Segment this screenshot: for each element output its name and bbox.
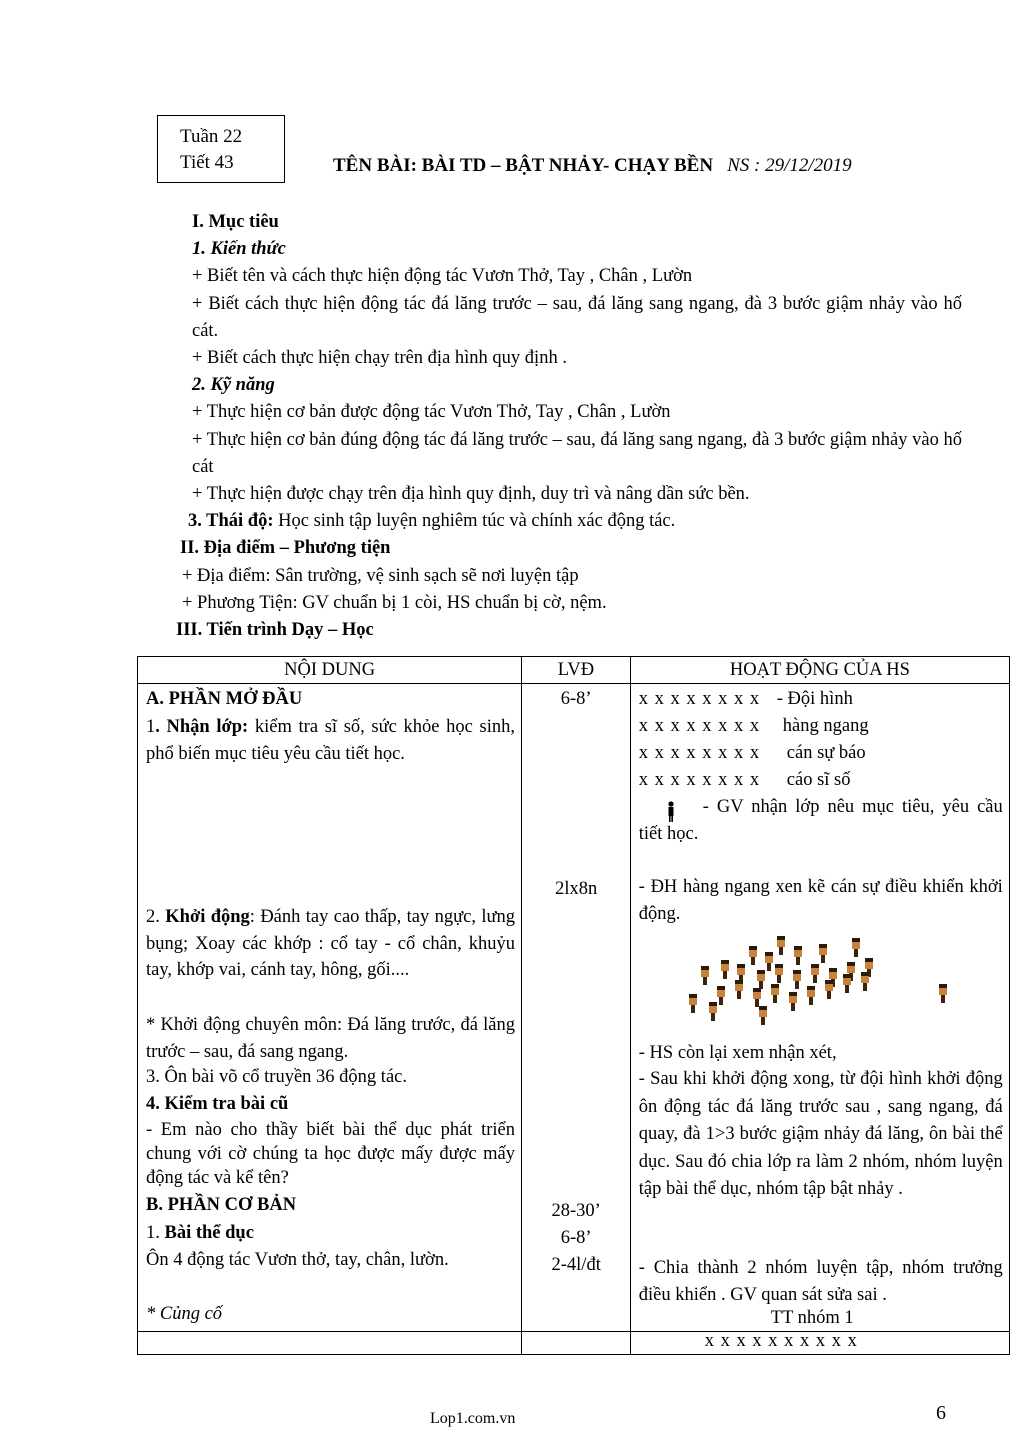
item1-label: . Nhận lớp: xyxy=(155,717,249,737)
col-header-activity: HOẠT ĐỘNG CỦA HS xyxy=(630,657,1009,684)
formation-row: x x x x x x x x xyxy=(638,743,761,763)
skills-item: + Thực hiện được chạy trên địa hình quy định, duy trì và nâng dần sức bền. xyxy=(192,484,750,505)
student-figure xyxy=(759,1006,767,1025)
group1-row: x x x x x x x x x x xyxy=(704,1331,858,1351)
student-figure xyxy=(749,946,757,965)
student-figure xyxy=(819,944,827,963)
formation-row: x x x x x x x x xyxy=(638,770,761,790)
student-figure xyxy=(939,984,947,1003)
knowledge-item: + Biết cách thực hiện chạy trên địa hình quy định . xyxy=(192,348,567,369)
lvd-value: 6-8’ xyxy=(560,689,592,709)
consolidate-label xyxy=(146,1301,222,1328)
table-row xyxy=(138,1332,1010,1355)
footer-site: Lop1.com.vn xyxy=(430,1410,516,1427)
student-figure xyxy=(753,988,761,1007)
b1-number: 1. xyxy=(146,1223,165,1243)
process-heading: III. Tiến trình Dạy – Học xyxy=(176,620,374,641)
formation-note: - Đội hình xyxy=(776,689,853,709)
remaining-note: - HS còn lại xem nhận xét, xyxy=(638,1043,837,1063)
col-header-lvd: LVĐ xyxy=(522,657,631,684)
objectives-section xyxy=(176,209,962,644)
student-figure xyxy=(771,984,779,1003)
lvd-value: 6-8’ xyxy=(560,1228,592,1248)
after-warmup-note: - Sau khi khởi động xong, từ đội hình khởi động ôn động tác đá lăng trước sau , sang ngang, đá quay, đà 1>3 bước giậm nhảy đá lăng, ôn bài thể dục. Sau đó chia lớp ra làm 2 nhóm, nhóm luyện tập bài thể dục, nhóm tập bật nhảy . xyxy=(638,1069,1003,1200)
item-old-lesson-check xyxy=(146,1091,288,1118)
part-b-heading: B. PHẦN CƠ BẢN xyxy=(146,1195,297,1215)
content-cell xyxy=(138,684,522,1332)
lesson-date: NS : 29/12/2019 xyxy=(727,155,852,176)
item-nhan-lop xyxy=(138,714,523,767)
formation-note: cán sự báo xyxy=(786,743,866,763)
location-heading: II. Địa điểm – Phương tiện xyxy=(180,538,391,559)
table-header-row xyxy=(138,657,1010,684)
item1-text: kiểm tra sĩ số, sức khỏe học sinh, phổ biến mục tiêu yêu cầu tiết học. xyxy=(146,717,515,764)
formation-row: x x x x x x x x xyxy=(638,689,761,709)
week-label: Tuần 22 xyxy=(180,126,243,147)
item-review: 3. Ôn bài võ cổ truyền 36 động tác. xyxy=(146,1067,407,1087)
objectives-heading: I. Mục tiêu xyxy=(192,212,279,232)
lesson-label: Tiết 43 xyxy=(180,152,234,173)
knowledge-item: + Biết cách thực hiện động tác đá lăng trước – sau, đá lăng sang ngang, đà 3 bước giậm nhảy vào hố cát. xyxy=(192,293,962,341)
student-figure xyxy=(793,970,801,989)
student-figure xyxy=(775,964,783,983)
skills-item: + Thực hiện cơ bản đúng động tác đá lăng trước – sau, đá lăng sang ngang, đà 3 bước giậm nhảy vào hố cát xyxy=(192,429,962,477)
student-figure xyxy=(807,986,815,1005)
students-formation-illustration xyxy=(681,932,971,1032)
knowledge-item: + Biết tên và cách thực hiện động tác Vươn Thở, Tay , Chân , Lườn xyxy=(192,266,693,287)
student-figure xyxy=(689,994,697,1013)
groups-note: - Chia thành 2 nhóm luyện tập, nhóm trưởng điều khiển . GV quan sát sửa sai . xyxy=(638,1258,1003,1305)
attitude-text: Học sinh tập luyện nghiêm túc và chính xác động tác. xyxy=(273,511,676,532)
skills-heading: 2. Kỹ năng xyxy=(192,375,275,396)
student-figure xyxy=(717,986,725,1005)
lesson-title xyxy=(333,155,852,177)
activity-cell xyxy=(630,684,1009,1332)
item2-label: Khởi động xyxy=(165,907,250,927)
item-gymnastics xyxy=(146,1220,254,1247)
lvd-value: 28-30’ xyxy=(551,1201,601,1221)
skills-item: + Thực hiện cơ bản được động tác Vươn Thở, Tay , Chân , Lườn xyxy=(192,402,671,423)
b1-label: Bài thể dục xyxy=(164,1223,254,1243)
item2-text: : Đánh tay cao thấp, tay ngực, lưng bụng; Xoay các khớp : cổ tay - cổ chân, khuỷu tay, khớp vai, cánh tay, hông, gối.... xyxy=(146,907,516,981)
location-equipment: + Phương Tiện: GV chuẩn bị 1 còi, HS chuẩn bị cờ, nệm. xyxy=(182,592,607,613)
attitude-line xyxy=(188,508,962,535)
student-figure xyxy=(794,946,802,965)
item4-question: - Em nào cho thầy biết bài thể dục phát triển chung với cờ chúng ta học được mấy được mấy động tác và kể tên? xyxy=(146,1120,515,1188)
page-number: 6 xyxy=(936,1402,946,1424)
student-figure xyxy=(852,938,860,957)
group1-label: TT nhóm 1 xyxy=(770,1308,854,1328)
student-figure xyxy=(701,966,709,985)
attitude-label: 3. Thái độ: xyxy=(188,511,274,532)
lvd-value: 2lx8n xyxy=(555,879,598,899)
student-figure xyxy=(709,1002,717,1021)
student-figure xyxy=(825,980,833,999)
warmup-note: - ĐH hàng ngang xen kẽ cán sự điều khiển khởi động. xyxy=(638,877,1003,924)
lesson-info-box xyxy=(157,115,285,183)
formation-note: hàng ngang xyxy=(782,716,869,736)
lvd-value: 2-4l/đt xyxy=(551,1255,601,1275)
student-figure xyxy=(777,936,785,955)
student-figure xyxy=(721,960,729,979)
item4-label: 4. Kiểm tra bài cũ xyxy=(146,1094,289,1114)
teacher-note: - GV nhận lớp nêu mục tiêu, yêu cầu tiết học. xyxy=(638,797,1003,844)
student-figure xyxy=(735,980,743,999)
student-figure xyxy=(811,964,819,983)
item1-number: 1 xyxy=(146,717,156,737)
b1-text: Ôn 4 động tác Vươn thở, tay, chân, lườn. xyxy=(146,1250,449,1270)
lesson-title-main: TÊN BÀI: BÀI TD – BẬT NHẢY- CHẠY BỀN xyxy=(333,155,714,176)
part-a-heading: A. PHẦN MỞ ĐẦU xyxy=(146,689,303,709)
lesson-plan-table xyxy=(137,656,1010,1355)
student-figure xyxy=(843,974,851,993)
student-figure xyxy=(861,972,869,991)
item-special-warmup: * Khởi động chuyên môn: Đá lăng trước, đá lăng trước – sau, đá sang ngang. xyxy=(146,1015,515,1062)
formation-row: x x x x x x x x xyxy=(638,716,761,736)
student-figure xyxy=(757,970,765,989)
col-header-content: NỘI DUNG xyxy=(138,657,522,684)
consolidate-text: * Củng cố xyxy=(146,1304,223,1324)
table-row xyxy=(138,684,1010,1332)
knowledge-heading: 1. Kiến thức xyxy=(192,239,286,260)
student-figure xyxy=(789,992,797,1011)
item-khoi-dong xyxy=(138,904,523,984)
formation-note: cáo sĩ số xyxy=(786,770,851,790)
location-place: + Địa điểm: Sân trường, vệ sinh sạch sẽ nơi luyện tập xyxy=(182,565,579,586)
lvd-cell xyxy=(522,684,631,1332)
student-figure xyxy=(765,952,773,971)
item2-number: 2. xyxy=(146,907,166,927)
